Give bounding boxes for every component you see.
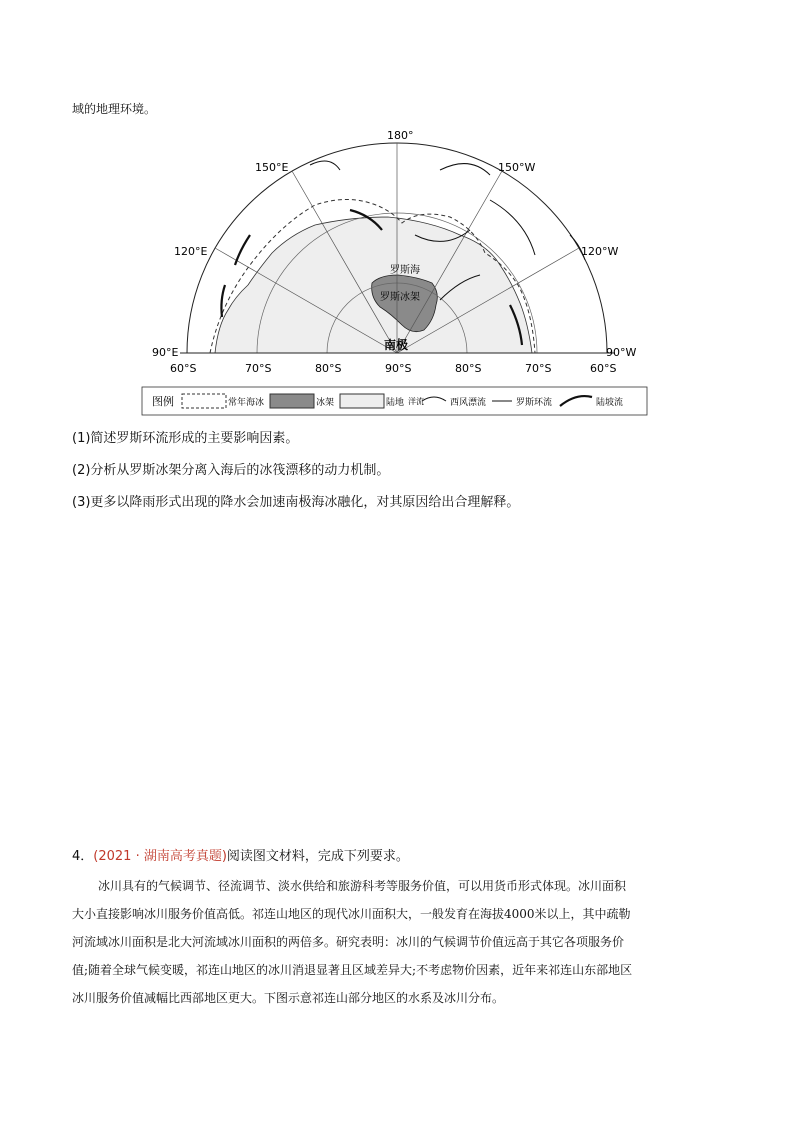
label-180: 180° xyxy=(387,129,414,142)
continuation-text: 域的地理环境。 xyxy=(72,102,157,116)
q4-number: 4． xyxy=(72,849,94,864)
label-80s-right: 80°S xyxy=(455,362,482,375)
question-3: (3)更多以降雨形式出现的降水会加速南极海冰融化，对其原因给出合理解释。 xyxy=(72,495,520,510)
label-150e: 150°E xyxy=(255,161,289,174)
question-1: (1)简述罗斯环流形成的主要影响因素。 xyxy=(72,431,299,446)
label-90w: 90°W xyxy=(606,346,637,359)
antarctic-map xyxy=(140,125,655,420)
svg-text:陆地: 陆地 xyxy=(386,398,405,408)
paragraph-line: 值;随着全球气候变暖，祁连山地区的冰川消退显著且区域差异大;不考虑物价因素，近年来祁连山东部地区 xyxy=(72,963,633,977)
svg-text:冰架: 冰架 xyxy=(316,398,335,408)
svg-text:常年海冰: 常年海冰 xyxy=(228,398,265,408)
question-2: (2)分析从罗斯冰架分离入海后的冰筏漂移的动力机制。 xyxy=(72,463,390,478)
q4-source: (2021 · 湖南高考真题) xyxy=(93,849,227,864)
west-wind-drift-2 xyxy=(310,161,340,170)
legend xyxy=(142,387,647,415)
question-4-header xyxy=(72,845,409,864)
paragraph-line: 冰川具有的气候调节、径流调节、淡水供给和旅游科考等服务价值，可以用货币形式体现。冰川面积 xyxy=(98,879,627,893)
label-ross-sea: 罗斯海 xyxy=(390,265,420,276)
paragraph-line: 冰川服务价值减幅比西部地区更大。下图示意祁连山部分地区的水系及冰川分布。 xyxy=(72,991,505,1005)
q4-instruction: 阅读图文材料，完成下列要求。 xyxy=(226,849,409,864)
label-80s-left: 80°S xyxy=(315,362,342,375)
svg-text:陆坡流: 陆坡流 xyxy=(596,398,624,408)
label-70s-left: 70°S xyxy=(245,362,272,375)
paragraph-line: 大小直接影响冰川服务价值高低。祁连山地区的现代冰川面积大，一般发育在海拔4000米以上，其中疏勒 xyxy=(72,907,631,921)
label-south-pole: 南极 xyxy=(384,338,409,352)
label-90s: 90°S xyxy=(385,362,412,375)
svg-text:洋流: 洋流 xyxy=(408,397,424,406)
label-ross-ice-shelf: 罗斯冰架 xyxy=(380,292,420,303)
ross-gyre-1 xyxy=(490,200,535,255)
paragraph-line: 河流域冰川面积是北大河流域冰川面积的两倍多。研究表明：冰川的气候调节价值远高于其它各项服务价 xyxy=(72,935,625,949)
svg-text:罗斯环流: 罗斯环流 xyxy=(516,398,553,408)
label-90e: 90°E xyxy=(152,346,179,359)
label-120e: 120°E xyxy=(174,245,208,258)
q4-paragraph xyxy=(72,872,722,1012)
label-150w: 150°W xyxy=(498,161,536,174)
svg-text:西风漂流: 西风漂流 xyxy=(450,398,487,408)
label-70s-right: 70°S xyxy=(525,362,552,375)
west-wind-drift-1 xyxy=(440,164,490,175)
label-60s-right: 60°S xyxy=(590,362,617,375)
label-120w: 120°W xyxy=(581,245,619,258)
label-60s-left: 60°S xyxy=(170,362,197,375)
svg-text:图例: 图例 xyxy=(152,395,174,408)
